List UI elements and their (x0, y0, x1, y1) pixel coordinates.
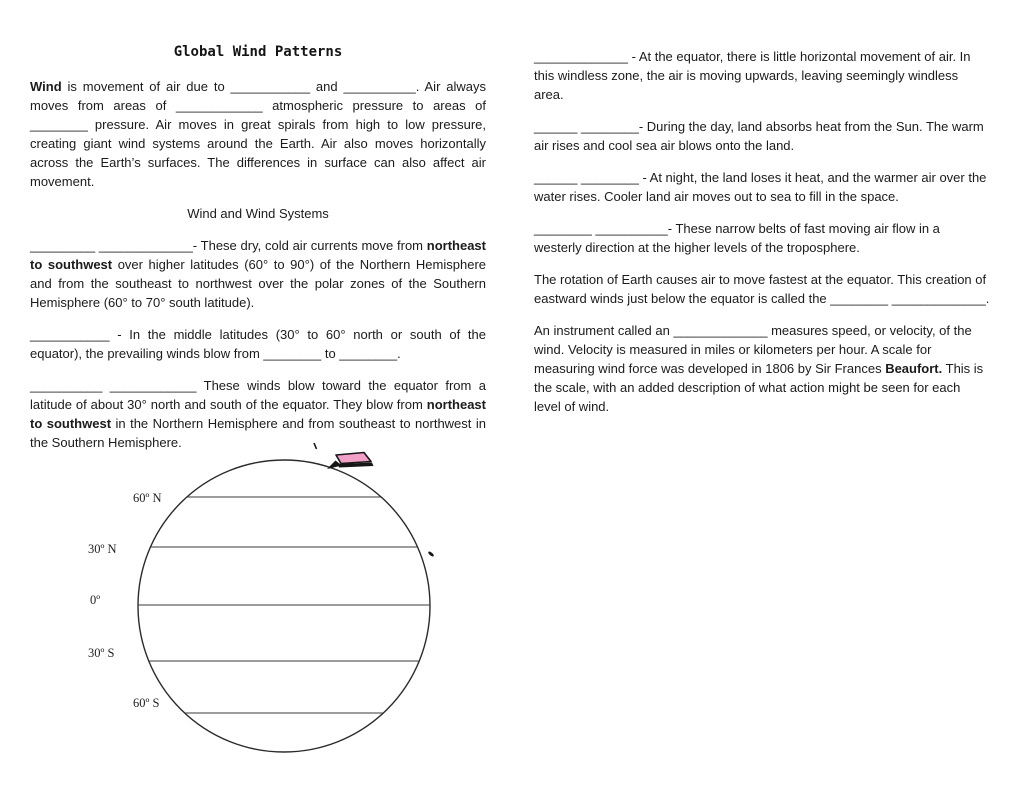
latitude-label-30n: 30º N (88, 542, 117, 556)
paragraph-middle-latitudes-text: ___________ - In the middle latitudes (30° to 60° north or south of the equator), the prevailing winds blow from ________ to ________. (30, 327, 486, 361)
latitude-label-equator: 0º (90, 593, 101, 607)
paragraph-equatorial-winds-text: The rotation of Earth causes air to move fastest at the equator. This creation of eastward winds just below the equator is called the ________ _____________. (534, 272, 990, 306)
bold-term-wind: Wind (30, 79, 62, 94)
paragraph-polar-winds-text: _________ _____________- These dry, cold air currents move from (30, 238, 427, 253)
section-heading: Wind and Wind Systems (187, 206, 329, 221)
paragraph-doldrums-text: _____________ - At the equator, there is little horizontal movement of air. In this windless zone, the air is moving upwards, leaving seemingly windless area. (534, 49, 971, 102)
paragraph-equatorial-winds (534, 270, 990, 308)
paragraph-anemometer-text-2: This is the scale, with an added description of what action might be seen for each level of wind. (534, 361, 984, 414)
paragraph-land-breeze (534, 168, 990, 206)
globe-diagram-svg (60, 440, 500, 791)
left-column (30, 44, 486, 465)
paragraph-polar-winds-text-2: over higher latitudes (60° to 90°) of the Northern Hemisphere and from the southeast to northwest over the polar zones of the Southern Hemisphere (60° to 70° south latitude). (30, 257, 486, 310)
paragraph-jet-streams (534, 219, 990, 257)
bold-northeast-to-southwest: northeast to southwest (30, 238, 486, 272)
globe-diagram (60, 440, 500, 791)
stray-comma-mark (427, 551, 434, 558)
paragraph-anemometer (534, 321, 990, 416)
latitude-label-60n: 60º N (133, 491, 162, 505)
paragraph-land-breeze-text: ______ ________ - At night, the land loses it heat, and the warmer air over the water rises. Cooler land air moves out to sea to fill in the space. (534, 170, 987, 204)
paragraph-jet-streams-text: ________ __________- These narrow belts of fast moving air flow in a westerly direction at the higher levels of the troposphere. (534, 221, 940, 255)
latitude-label-60s: 60º S (133, 696, 160, 710)
paragraph-sea-breeze-text: ______ ________- During the day, land absorbs heat from the Sun. The warm air rises and cool sea air blows onto the land. (534, 119, 984, 153)
bold-beaufort: Beaufort. (885, 361, 943, 376)
paragraph-trade-winds-text-2: in the Northern Hemisphere and from southeast to northwest in the Southern Hemisphere. (30, 416, 486, 450)
paragraph-polar-winds (30, 236, 486, 312)
bold-northeast-to-southwest-2: northeast to southwest (30, 397, 486, 431)
paragraph-sea-breeze (534, 117, 990, 155)
intro-paragraph-text: is movement of air due to ___________ and __________. Air always moves from areas of ____________ atmospheric pressure to areas of ________ pressure. Air moves in great spirals from high to low pressure, creating giant wind systems around the Earth. Air also moves horizontally across the Earth’s surfaces. The differences in surface can also affect air movement. (30, 79, 486, 189)
globe-circle (138, 460, 430, 752)
paragraph-anemometer-text: An instrument called an _____________ measures speed, or velocity, of the wind. Velocity is measured in miles or kilometers per hour. A scale for measuring wind force was developed in 1806 by Sir Frances (534, 323, 972, 376)
latitude-label-30s: 30º S (88, 646, 115, 660)
right-column (534, 47, 990, 429)
pink-marker-icon (327, 453, 374, 470)
paragraph-doldrums (534, 47, 990, 104)
paragraph-trade-winds-text: __________ ____________ These winds blow toward the equator from a latitude of about 30° north and south of the equator. They blow from (30, 378, 486, 412)
paragraph-middle-latitudes (30, 325, 486, 363)
document-title: Global Wind Patterns (173, 44, 343, 60)
intro-paragraph (30, 77, 486, 191)
stray-tick-mark (314, 443, 317, 449)
